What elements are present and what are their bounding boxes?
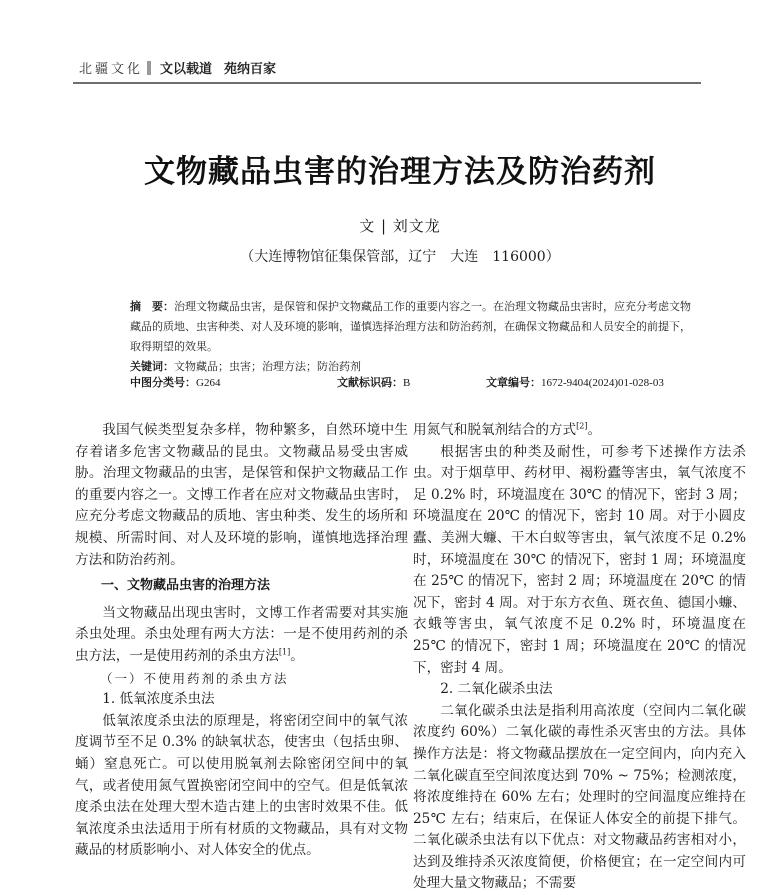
journal-brand: 北疆文化 bbox=[79, 62, 144, 77]
paragraph-text: 当文物藏品出现虫害时，文博工作者需要对其实施杀虫处理。杀虫处理有两大方法：一是不使用药剂的杀虫方法，一是使用药剂的杀虫方法 bbox=[75, 604, 408, 664]
journal-slogan-2: 苑纳百家 bbox=[224, 62, 277, 77]
article-title: 文物藏品虫害的治理方法及防治药剂 bbox=[144, 154, 656, 190]
right-column bbox=[413, 420, 746, 895]
paragraph-text: 用氮气和脱氧剂结合的方式 bbox=[413, 422, 577, 438]
clc-number bbox=[130, 374, 220, 390]
header-rule bbox=[73, 82, 701, 84]
section-heading: 一、文物藏品虫害的治理方法 bbox=[101, 578, 271, 594]
clc-label: 中图分类号： bbox=[130, 376, 196, 389]
paragraph: 二氧化碳杀虫法是指利用高浓度（空间内二氧化碳浓度约 60%）二氧化碳的毒性杀灭害虫的方法。具体操作方法是：将文物藏品摆放在一定空间内，向内充入二氧化碳直至空间浓度达到 70% ~ 75%；检测浓度，将浓度维持在 60% 左右；处理时的空间温度应维持在 25℃ 左右；结束后，在保证人体安全的前提下排气。二氧化碳杀虫法有以下优点：对文物藏品药害相对小，达到及维持杀灭浓度简便，价格便宜；在一定空间内可处理大量文物藏品；不需要 bbox=[413, 702, 746, 892]
abstract-block bbox=[130, 297, 700, 377]
method-heading: 2. 二氧化碳杀虫法 bbox=[440, 681, 553, 698]
document-code bbox=[337, 374, 410, 390]
citation-ref[interactable]: [2] bbox=[576, 421, 588, 431]
article-author: 文 | 刘文龙 bbox=[359, 217, 441, 235]
header-separator bbox=[147, 61, 151, 75]
journal-header bbox=[79, 58, 276, 77]
paragraph bbox=[75, 603, 408, 668]
clc-value: G264 bbox=[196, 377, 221, 389]
abstract-text: 治理文物藏品虫害，是保管和保护文物藏品工作的重要内容之一。在治理文物藏品虫害时，应充分考虑文物藏品的质地、虫害种类、对人及环境的影响，谨慎选择治理方法和防治药剂，在确保文物藏品和人员安全的前提下，取得期望的效果。 bbox=[130, 300, 691, 353]
doc-code-value: B bbox=[403, 377, 411, 389]
paragraph bbox=[413, 420, 746, 442]
journal-slogan-1: 文以载道 bbox=[160, 62, 213, 77]
paragraph-end: 。 bbox=[587, 422, 602, 438]
paragraph: 我国气候类型复杂多样，物种繁多，自然环境中生存着诸多危害文物藏品的昆虫。文物藏品易受虫害威胁。治理文物藏品的虫害，是保管和保护文物藏品工作的重要内容之一。文博工作者在应对文物藏品虫害时，应充分考虑文物藏品的质地、害虫种类、发生的场所和规模、所需时间、对人及环境的影响，谨慎地选择治理方法和防治药剂。 bbox=[75, 422, 408, 568]
keywords-text: 文物藏品；虫害；治理方法；防治药剂 bbox=[174, 360, 361, 373]
article-no-label: 文章编号： bbox=[486, 376, 541, 389]
citation-ref[interactable]: [1] bbox=[278, 647, 291, 657]
doc-code-label: 文献标识码： bbox=[337, 376, 403, 389]
article-no-value: 1672-9404(2024)01-028-03 bbox=[541, 377, 664, 389]
paragraph: 低氧浓度杀虫法的原理是，将密闭空间中的氧气浓度调节至不足 0.3% 的缺氧状态，使害虫（包括虫卵、蛹）窒息死亡。可以使用脱氧剂去除密闭空间中的氧气，或者使用氮气置换密闭空间中的空气。但是低氧浓度杀虫法在处理大型木造古建上的虫害时效果不佳。低氧浓度杀虫法适用于所有材质的文物藏品，具有对文物藏品的材质影响小、对人体安全的优点。 bbox=[75, 712, 408, 859]
paragraph: 根据害虫的种类及耐性，可参考下述操作方法杀虫。对于烟草甲、药材甲、褐粉蠹等害虫，氧气浓度不足 0.2% 时，环境温度在 30℃ 的情况下，密封 3 周；环境温度在 20℃ 的情况下，密封 10 周。对于小圆皮蠹、美洲大蠊、干木白蚁等害虫，氧气浓度不足 0.2% 时，环境温度在 30℃ 的情况下，密封 1 周；环境温度在 25℃ 的情况下，密封 2 周；环境温度在 20℃ 的情况下，密封 4 周。对于东方衣鱼、斑衣鱼、德国小蠊、衣蛾等害虫，氧气浓度不足 0.2% 时，环境温度在 25℃ 的情况下，密封 1 周；环境温度在 20℃ 的情况下，密封 4 周。 bbox=[413, 443, 746, 676]
abstract bbox=[130, 297, 700, 357]
paragraph-end: 。 bbox=[290, 647, 304, 664]
article-number bbox=[486, 374, 664, 390]
subsection-heading: （一）不使用药剂的杀虫方法 bbox=[100, 670, 289, 686]
left-column bbox=[75, 420, 408, 862]
abstract-label: 摘 要： bbox=[130, 300, 174, 313]
keywords-label: 关键词： bbox=[130, 360, 174, 373]
method-heading: 1. 低氧浓度杀虫法 bbox=[102, 691, 215, 708]
author-affiliation: （大连博物馆征集保管部，辽宁 大连 116000） bbox=[240, 249, 560, 265]
